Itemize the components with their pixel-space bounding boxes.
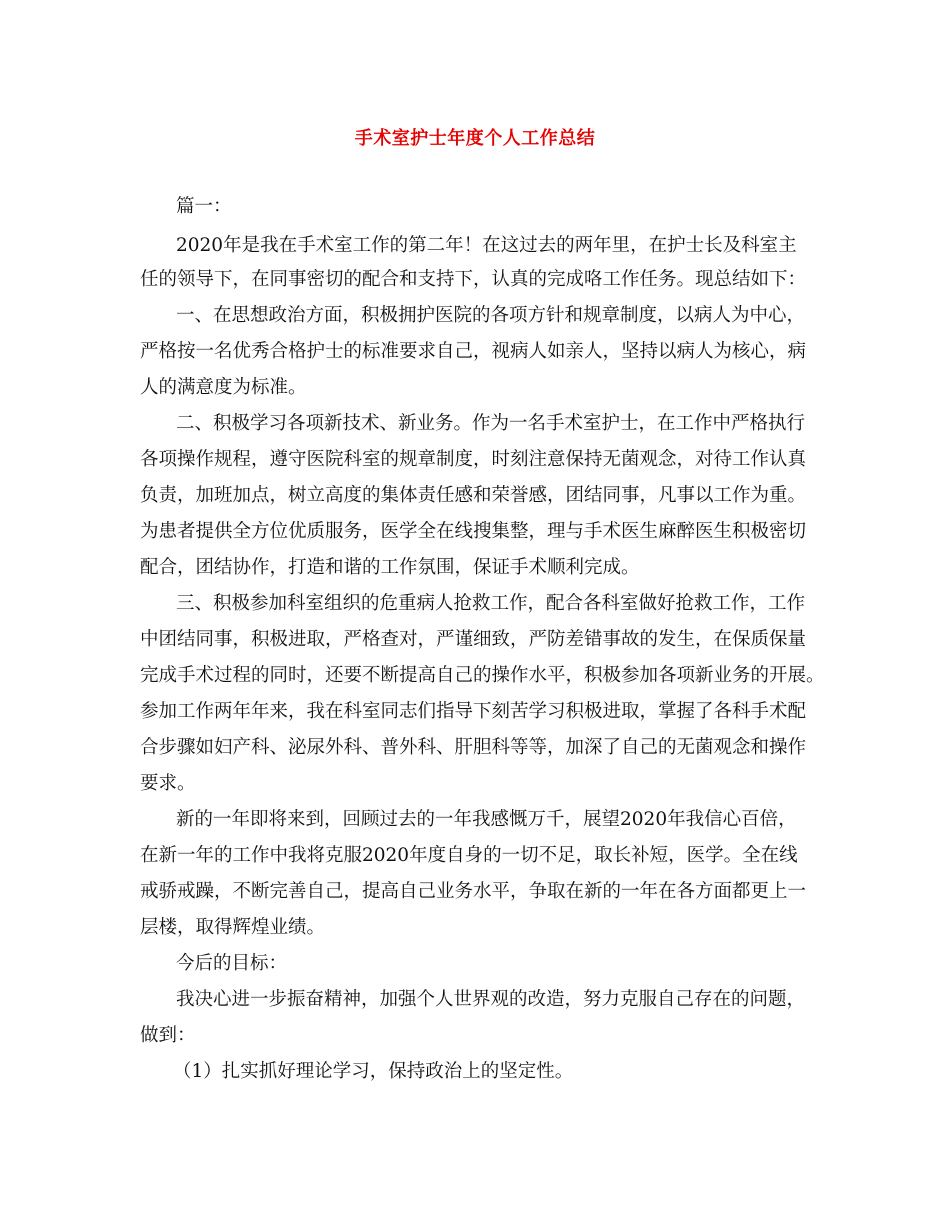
list-item: （1）扎实抓好理论学习，保持政治上的坚定性。 [173,1061,574,1082]
document-title: 手术室护士年度个人工作总结 [354,128,596,149]
paragraph-line: 负责，加班加点，树立高度的集体责任感和荣誉感，团结同事，凡事以工作为重。 [140,485,807,506]
paragraph-line: 我决心进一步振奋精神，加强个人世界观的改造，努力克服自己存在的问题， [176,989,806,1010]
paragraph-line: 三、积极参加科室组织的危重病人抢救工作，配合各科室做好抢救工作，工作 [176,593,806,614]
paragraph-line: 中团结同事，积极进取，严格查对，严谨细致，严防差错事故的发生，在保质保量 [140,629,807,650]
paragraph-line: 配合，团结协作，打造和谐的工作氛围，保证手术顺利完成。 [140,557,640,578]
paragraph-line: 2020年是我在手术室工作的第二年！在这过去的两年里，在护士长及科室主 [176,235,797,256]
paragraph-line: 合步骤如妇产科、泌尿外科、普外科、肝胆科等等，加深了自己的无菌观念和操作 [140,737,807,758]
paragraph-line: 参加工作两年年来，我在科室同志们指导下刻苦学习积极进取，掌握了各科手术配 [140,701,807,722]
paragraph-line: 各项操作规程，遵守医院科室的规章制度，时刻注意保持无菌观念，对待工作认真 [140,449,807,470]
paragraph-line: 二、积极学习各项新技术、新业务。作为一名手术室护士，在工作中严格执行 [176,413,806,434]
section-heading-goals: 今后的目标： [176,953,288,974]
paragraph-line: 任的领导下，在同事密切的配合和支持下，认真的完成咯工作任务。现总结如下： [140,269,807,290]
paragraph-line: 人的满意度为标准。 [140,377,307,398]
paragraph-line: 为患者提供全方位优质服务，医学全在线搜集整，理与手术医生麻醉医生积极密切 [140,521,807,542]
paragraph-line: 戒骄戒躁，不断完善自己，提高自己业务水平，争取在新的一年在各方面都更上一 [140,881,807,902]
paragraph-line: 一、在思想政治方面，积极拥护医院的各项方针和规章制度，以病人为中心， [176,305,806,326]
paragraph-line: 要求。 [140,773,196,794]
paragraph-line: 做到： [140,1025,196,1046]
paragraph-line: 层楼，取得辉煌业绩。 [140,917,326,938]
paragraph-line: 在新一年的工作中我将克服2020年度自身的一切不足，取长补短，医学。全在线 [140,845,798,866]
paragraph-line: 新的一年即将来到，回顾过去的一年我感慨万千，展望2020年我信心百倍， [176,809,797,830]
paragraph-line: 严格按一名优秀合格护士的标准要求自己，视病人如亲人，坚持以病人为核心，病 [140,341,807,362]
paragraph-line: 完成手术过程的同时，还要不断提高自己的操作水平，积极参加各项新业务的开展。 [140,665,825,686]
section-heading-part-one: 篇一： [176,196,232,217]
